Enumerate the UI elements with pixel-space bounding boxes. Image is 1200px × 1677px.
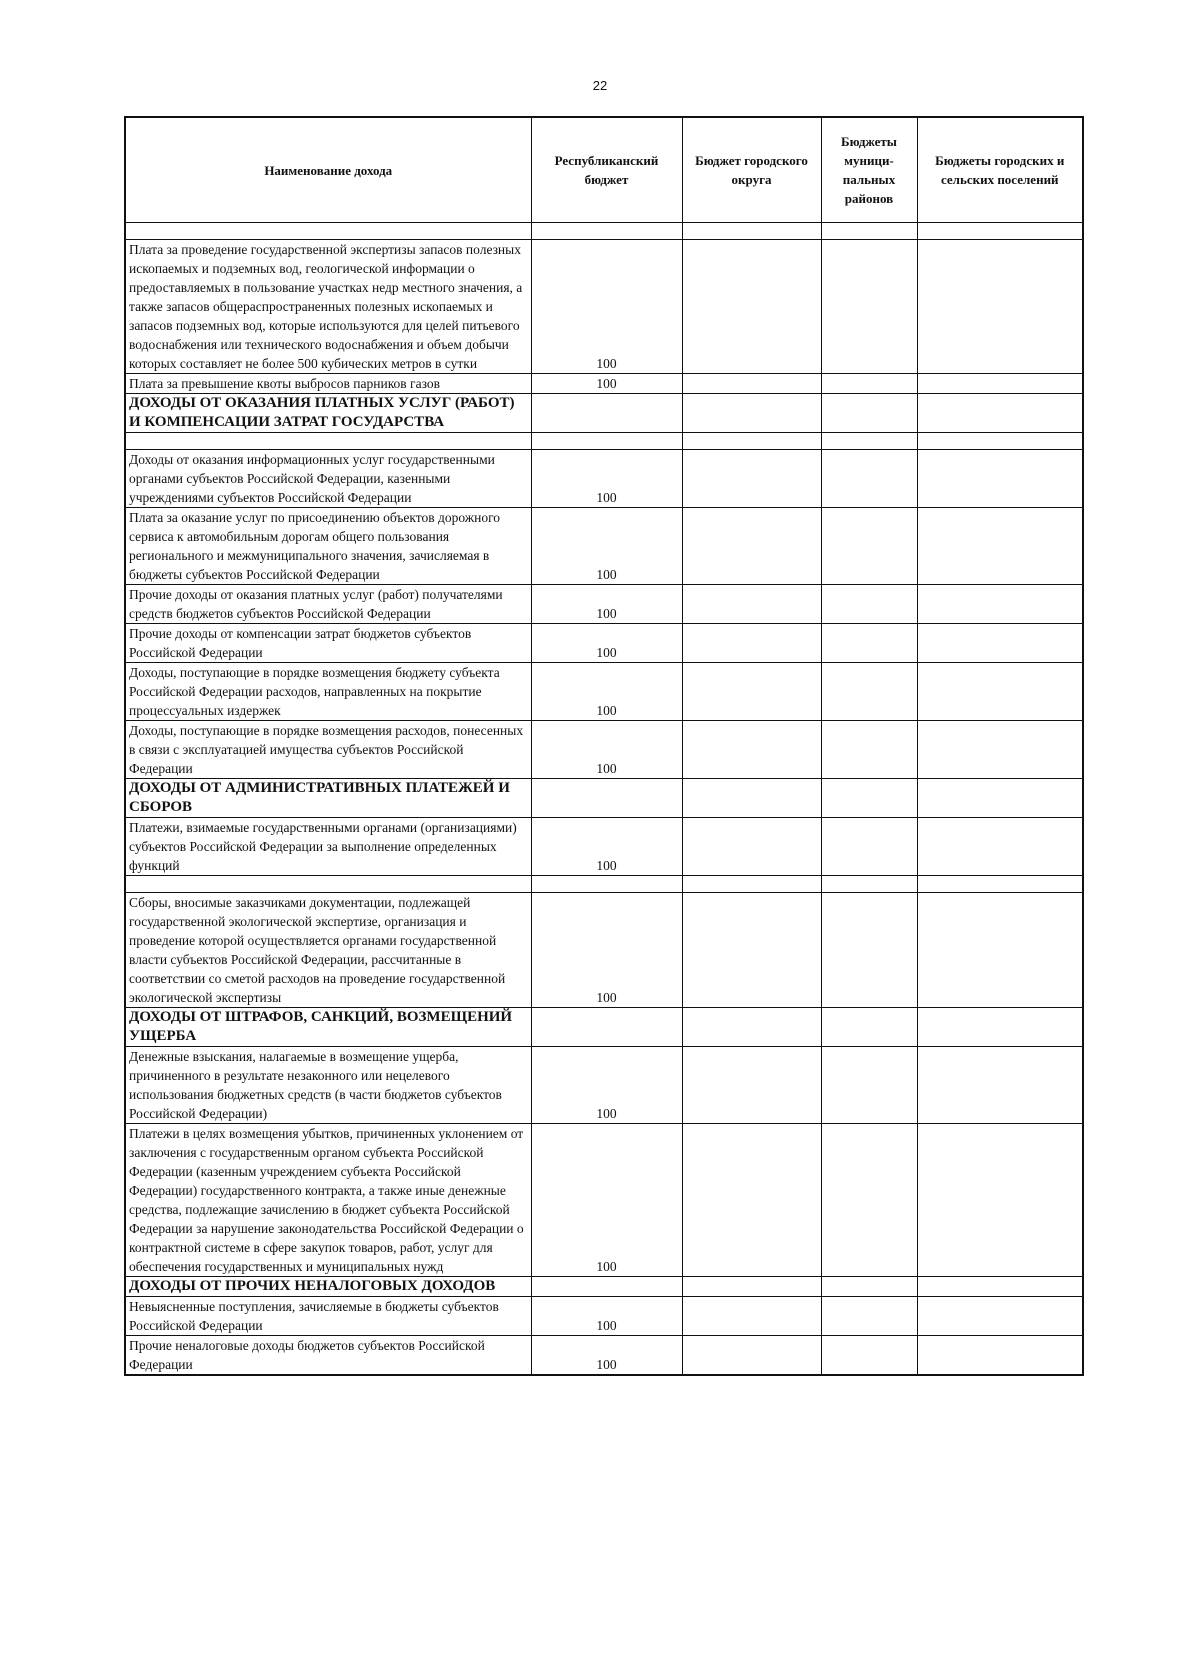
revenue-table [124, 116, 1084, 1376]
section-row [125, 779, 1083, 818]
income-name: Прочие неналоговые доходы бюджетов субъектов Российской Федерации [125, 1336, 531, 1376]
section-title: ДОХОДЫ ОТ ОКАЗАНИЯ ПЛАТНЫХ УСЛУГ (РАБОТ) И КОМПЕНСАЦИИ ЗАТРАТ ГОСУДАРСТВА [125, 394, 531, 433]
republic-value: 100 [531, 818, 682, 876]
section-row [125, 1277, 1083, 1297]
city-value [682, 374, 821, 394]
income-name: Невыясненные поступления, зачисляемые в бюджеты субъектов Российской Федерации [125, 1297, 531, 1336]
city-value [682, 721, 821, 779]
municipal-value [821, 1297, 917, 1336]
settlement-value [917, 1047, 1083, 1124]
settlement-value [917, 508, 1083, 585]
income-name: Доходы от оказания информационных услуг государственными органами субъектов Российской Федерации, казенными учреждениями субъектов Российской Федерации [125, 450, 531, 508]
income-name: Денежные взыскания, налагаемые в возмещение ущерба, причиненного в результате незаконного или нецелевого использования бюджетных средств (в части бюджетов субъектов Российской Федерации) [125, 1047, 531, 1124]
republic-value: 100 [531, 374, 682, 394]
income-name: Плата за проведение государственной экспертизы запасов полезных ископаемых и подземных вод, геологической информации о предоставляемых в пользование участках недр местного значения, а также запасов общераспространенных полезных ископаемых и запасов подземных вод, которые используются для целей питьевого водоснабжения или технического водоснабжения и объем добычи которых составляет не более 500 кубических метров в сутки [125, 240, 531, 374]
income-name: Доходы, поступающие в порядке возмещения расходов, понесенных в связи с эксплуатацией имущества субъектов Российской Федерации [125, 721, 531, 779]
municipal-value [821, 450, 917, 508]
spacer-row [125, 223, 1083, 240]
income-name: Прочие доходы от оказания платных услуг (работ) получателями средств бюджетов субъектов Российской Федерации [125, 585, 531, 624]
table-row [125, 663, 1083, 721]
municipal-value [821, 1336, 917, 1376]
income-name: Плата за оказание услуг по присоединению объектов дорожного сервиса к автомобильным дорогам общего пользования регионального и межмуниципального значения, зачисляемая в бюджеты субъектов Российской Федерации [125, 508, 531, 585]
section-title: ДОХОДЫ ОТ ШТРАФОВ, САНКЦИЙ, ВОЗМЕЩЕНИЙ УЩЕРБА [125, 1008, 531, 1047]
municipal-value [821, 1047, 917, 1124]
republic-value: 100 [531, 508, 682, 585]
section-row [125, 1008, 1083, 1047]
table-row [125, 1297, 1083, 1336]
header-name: Наименование дохода [125, 117, 531, 223]
city-value [682, 450, 821, 508]
settlement-value [917, 818, 1083, 876]
settlement-value [917, 1336, 1083, 1376]
header-municipal-budgets: Бюджеты муници-пальных районов [821, 117, 917, 223]
city-value [682, 240, 821, 374]
page-number: 22 [592, 78, 608, 93]
republic-value: 100 [531, 1047, 682, 1124]
city-value [682, 624, 821, 663]
header-settlement-budgets: Бюджеты городских и сельских поселений [917, 117, 1083, 223]
table-row [125, 818, 1083, 876]
city-value [682, 1124, 821, 1277]
municipal-value [821, 663, 917, 721]
table-row [125, 450, 1083, 508]
header-city-budget: Бюджет городского округа [682, 117, 821, 223]
municipal-value [821, 893, 917, 1008]
municipal-value [821, 1124, 917, 1277]
republic-value: 100 [531, 240, 682, 374]
municipal-value [821, 508, 917, 585]
municipal-value [821, 585, 917, 624]
municipal-value [821, 624, 917, 663]
income-name: Платежи в целях возмещения убытков, причиненных уклонением от заключения с государственным органом субъекта Российской Федерации (казенным учреждением субъекта Российской Федерации) государственного контракта, а также иные денежные средства, подлежащие зачислению в бюджет субъекта Российской Федерации за нарушение законодательства Российской Федерации о контрактной системе в сфере закупок товаров, работ, услуг для обеспечения государственных и муниципальных нужд [125, 1124, 531, 1277]
municipal-value [821, 721, 917, 779]
header-row [125, 117, 1083, 223]
table-row [125, 508, 1083, 585]
republic-value: 100 [531, 1124, 682, 1277]
republic-value: 100 [531, 721, 682, 779]
republic-value: 100 [531, 893, 682, 1008]
income-name: Сборы, вносимые заказчиками документации, подлежащей государственной экологической экспертизе, организация и проведение которой осуществляется органами государственной власти субъектов Российской Федерации, рассчитанные в соответствии со сметой расходов на проведение государственной экологической экспертизы [125, 893, 531, 1008]
spacer-row [125, 876, 1083, 893]
republic-value: 100 [531, 663, 682, 721]
settlement-value [917, 663, 1083, 721]
section-row [125, 394, 1083, 433]
settlement-value [917, 374, 1083, 394]
income-name: Плата за превышение квоты выбросов парников газов [125, 374, 531, 394]
municipal-value [821, 374, 917, 394]
income-name: Прочие доходы от компенсации затрат бюджетов субъектов Российской Федерации [125, 624, 531, 663]
republic-value: 100 [531, 585, 682, 624]
city-value [682, 893, 821, 1008]
income-name: Доходы, поступающие в порядке возмещения бюджету субъекта Российской Федерации расходов, направленных на покрытие процессуальных издержек [125, 663, 531, 721]
section-title: ДОХОДЫ ОТ АДМИНИСТРАТИВНЫХ ПЛАТЕЖЕЙ И СБОРОВ [125, 779, 531, 818]
settlement-value [917, 240, 1083, 374]
city-value [682, 1297, 821, 1336]
settlement-value [917, 1297, 1083, 1336]
republic-value: 100 [531, 624, 682, 663]
table-row [125, 585, 1083, 624]
table-row [125, 1124, 1083, 1277]
municipal-value [821, 818, 917, 876]
table-row [125, 1336, 1083, 1376]
city-value [682, 663, 821, 721]
settlement-value [917, 893, 1083, 1008]
table-row [125, 721, 1083, 779]
table-row [125, 1047, 1083, 1124]
table-row [125, 374, 1083, 394]
settlement-value [917, 450, 1083, 508]
table-row [125, 893, 1083, 1008]
settlement-value [917, 585, 1083, 624]
income-name: Платежи, взимаемые государственными органами (организациями) субъектов Российской Федерации за выполнение определенных функций [125, 818, 531, 876]
republic-value: 100 [531, 450, 682, 508]
city-value [682, 585, 821, 624]
city-value [682, 1047, 821, 1124]
republic-value: 100 [531, 1336, 682, 1376]
settlement-value [917, 721, 1083, 779]
city-value [682, 1336, 821, 1376]
header-republic-budget: Республиканский бюджет [531, 117, 682, 223]
republic-value: 100 [531, 1297, 682, 1336]
settlement-value [917, 1124, 1083, 1277]
city-value [682, 508, 821, 585]
spacer-row [125, 433, 1083, 450]
section-title: ДОХОДЫ ОТ ПРОЧИХ НЕНАЛОГОВЫХ ДОХОДОВ [125, 1277, 531, 1297]
table-row [125, 240, 1083, 374]
city-value [682, 818, 821, 876]
table-row [125, 624, 1083, 663]
settlement-value [917, 624, 1083, 663]
municipal-value [821, 240, 917, 374]
